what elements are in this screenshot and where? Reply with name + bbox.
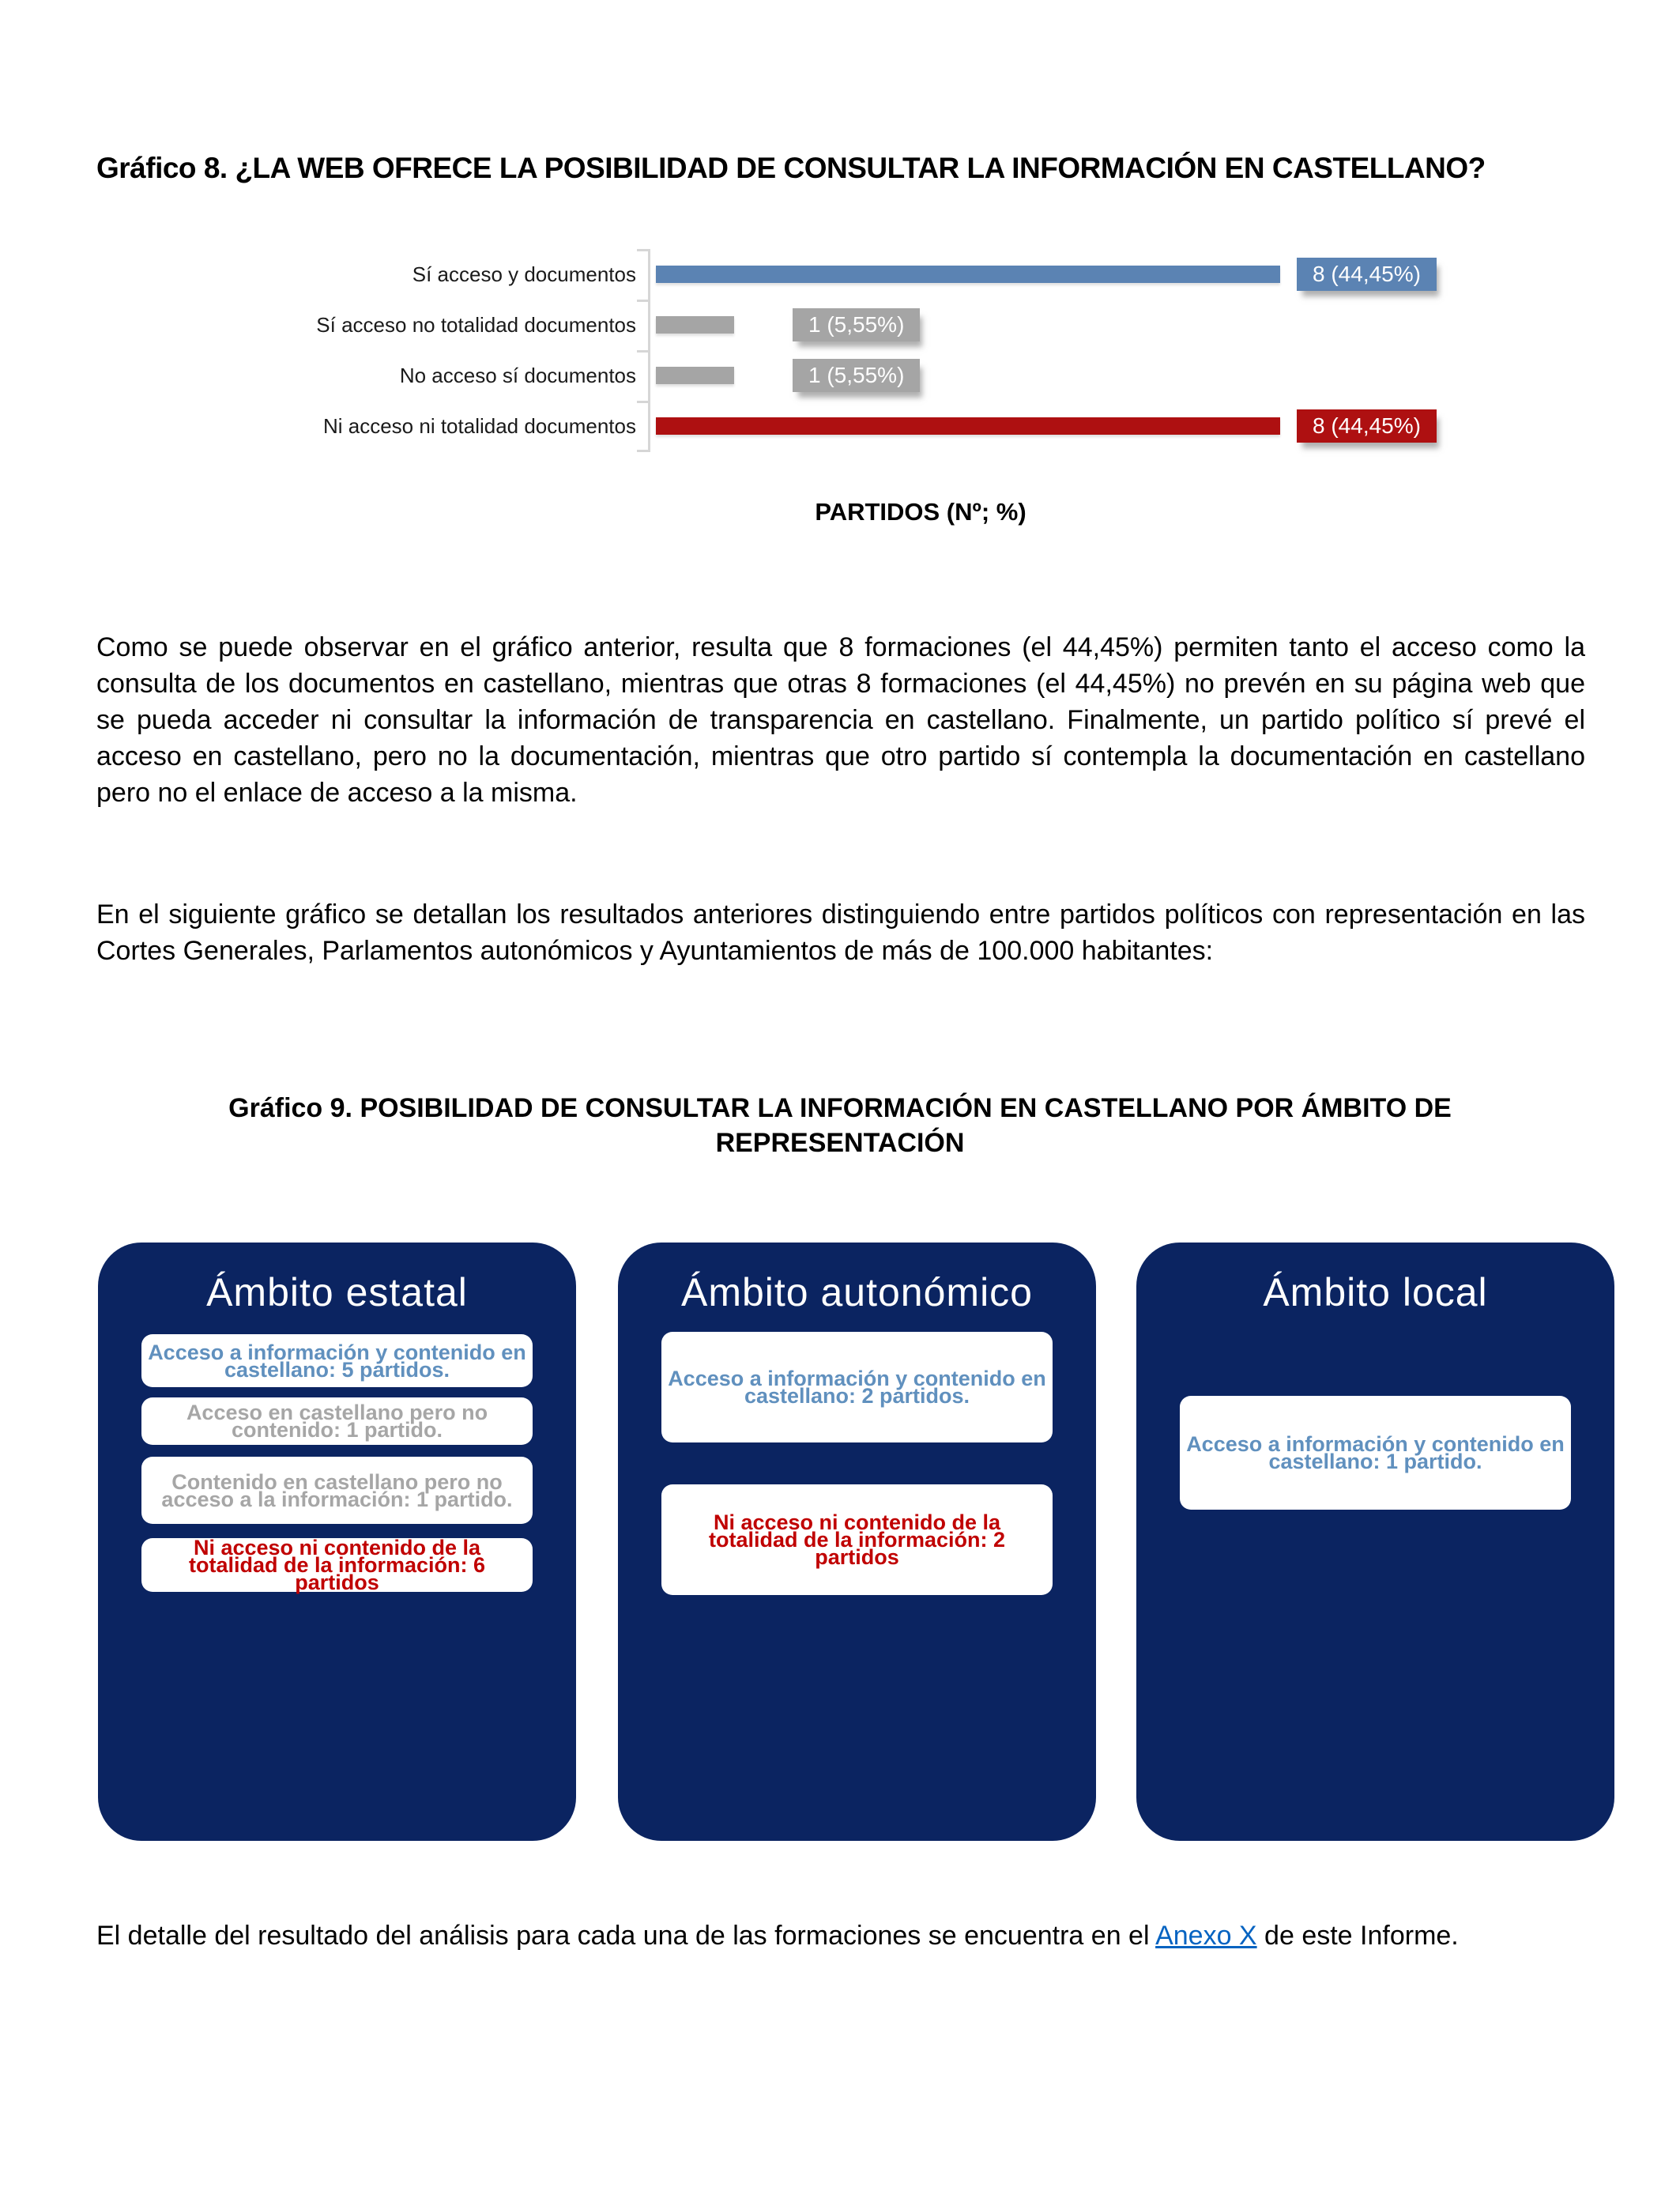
chart-row [0,350,1680,401]
chart8-axis-title: PARTIDOS (Nº; %) [815,498,1026,526]
bar-si-acceso-y-documentos [656,266,1280,283]
box-ni-acceso-ni-contenido: Ni acceso ni contenido de la totalidad de la información: 6 partidos [141,1538,533,1592]
chart-row [0,300,1680,350]
category-label: Sí acceso y documentos [412,262,636,286]
card-title: Ámbito estatal [206,1270,468,1314]
value-label: 1 (5,55%) [793,359,920,392]
grafico9-title: Gráfico 9. POSIBILIDAD DE CONSULTAR LA INFORMACIÓN EN CASTELLANO POR ÁMBITO DE REPRESENTACIÓN [228,1093,1452,1158]
anexo-link[interactable]: Anexo X [1155,1921,1257,1951]
box-acceso-info-y-contenido: Acceso a información y contenido en castellano: 1 partido. [1180,1396,1571,1510]
box-ni-acceso-ni-contenido: Ni acceso ni contenido de la totalidad de la información: 2 partidos [661,1484,1053,1595]
bar-ni-acceso-ni-totalidad [656,417,1280,435]
card-title: Ámbito local [1263,1270,1488,1314]
card-ambito-autonomico [618,1243,1096,1841]
box-acceso-pero-no-contenido: Acceso en castellano pero no contenido: 1 partido. [141,1397,533,1445]
bar-chart-grafico8 [0,249,1680,453]
value-label: 1 (5,55%) [793,308,920,341]
bar-no-acceso-si-documentos [656,367,734,384]
closing-paragraph [96,1918,1585,1954]
card-title: Ámbito autonómico [680,1270,1033,1314]
closing-text-pre: El detalle del resultado del análisis para cada una de las formaciones se encuentra en el [96,1921,1156,1951]
value-label: 8 (44,45%) [1297,409,1437,443]
grafico8-title: Gráfico 8. ¿LA WEB OFRECE LA POSIBILIDAD DE CONSULTAR LA INFORMACIÓN EN CASTELLANO? [96,152,1486,184]
category-label: No acceso sí documentos [399,364,636,387]
value-label: 8 (44,45%) [1297,258,1437,291]
closing-text-post: de este Informe. [1256,1921,1459,1951]
paragraph-1: Como se puede observar en el gráfico anterior, resulta que 8 formaciones (el 44,45%) permiten tanto el acceso como la consulta de los documentos en castellano, mientras que otras 8 formaciones (el 44,45%) no prevén en su página web que se pueda acceder ni consultar la información de transparencia en castellano. Finalmente, un partido político sí prevé el acceso en castellano, pero no la documentación, mientras que otro partido sí contempla la documentación en castellano pero no el enlace de acceso a la misma. [96,632,1585,808]
ambito-cards-container [0,1243,1680,1841]
box-contenido-pero-no-acceso: Contenido en castellano pero no acceso a la información: 1 partido. [141,1457,533,1524]
card-ambito-estatal [98,1243,576,1841]
category-label: Sí acceso no totalidad documentos [316,313,636,337]
bar-si-acceso-no-totalidad [656,316,734,334]
chart-row [0,249,1680,300]
card-ambito-local [1136,1243,1614,1841]
box-acceso-info-y-contenido: Acceso a información y contenido en castellano: 5 partidos. [141,1334,533,1387]
paragraph-2: En el siguiente gráfico se detallan los resultados anteriores distinguiendo entre partidos políticos con representación en las Cortes Generales, Parlamentos autonómicos y Ayuntamientos de más de 100.000 habitantes: [96,899,1585,966]
category-label: Ni acceso ni totalidad documentos [322,414,636,438]
box-acceso-info-y-contenido: Acceso a información y contenido en castellano: 2 partidos. [661,1332,1053,1442]
chart-row [0,401,1680,451]
